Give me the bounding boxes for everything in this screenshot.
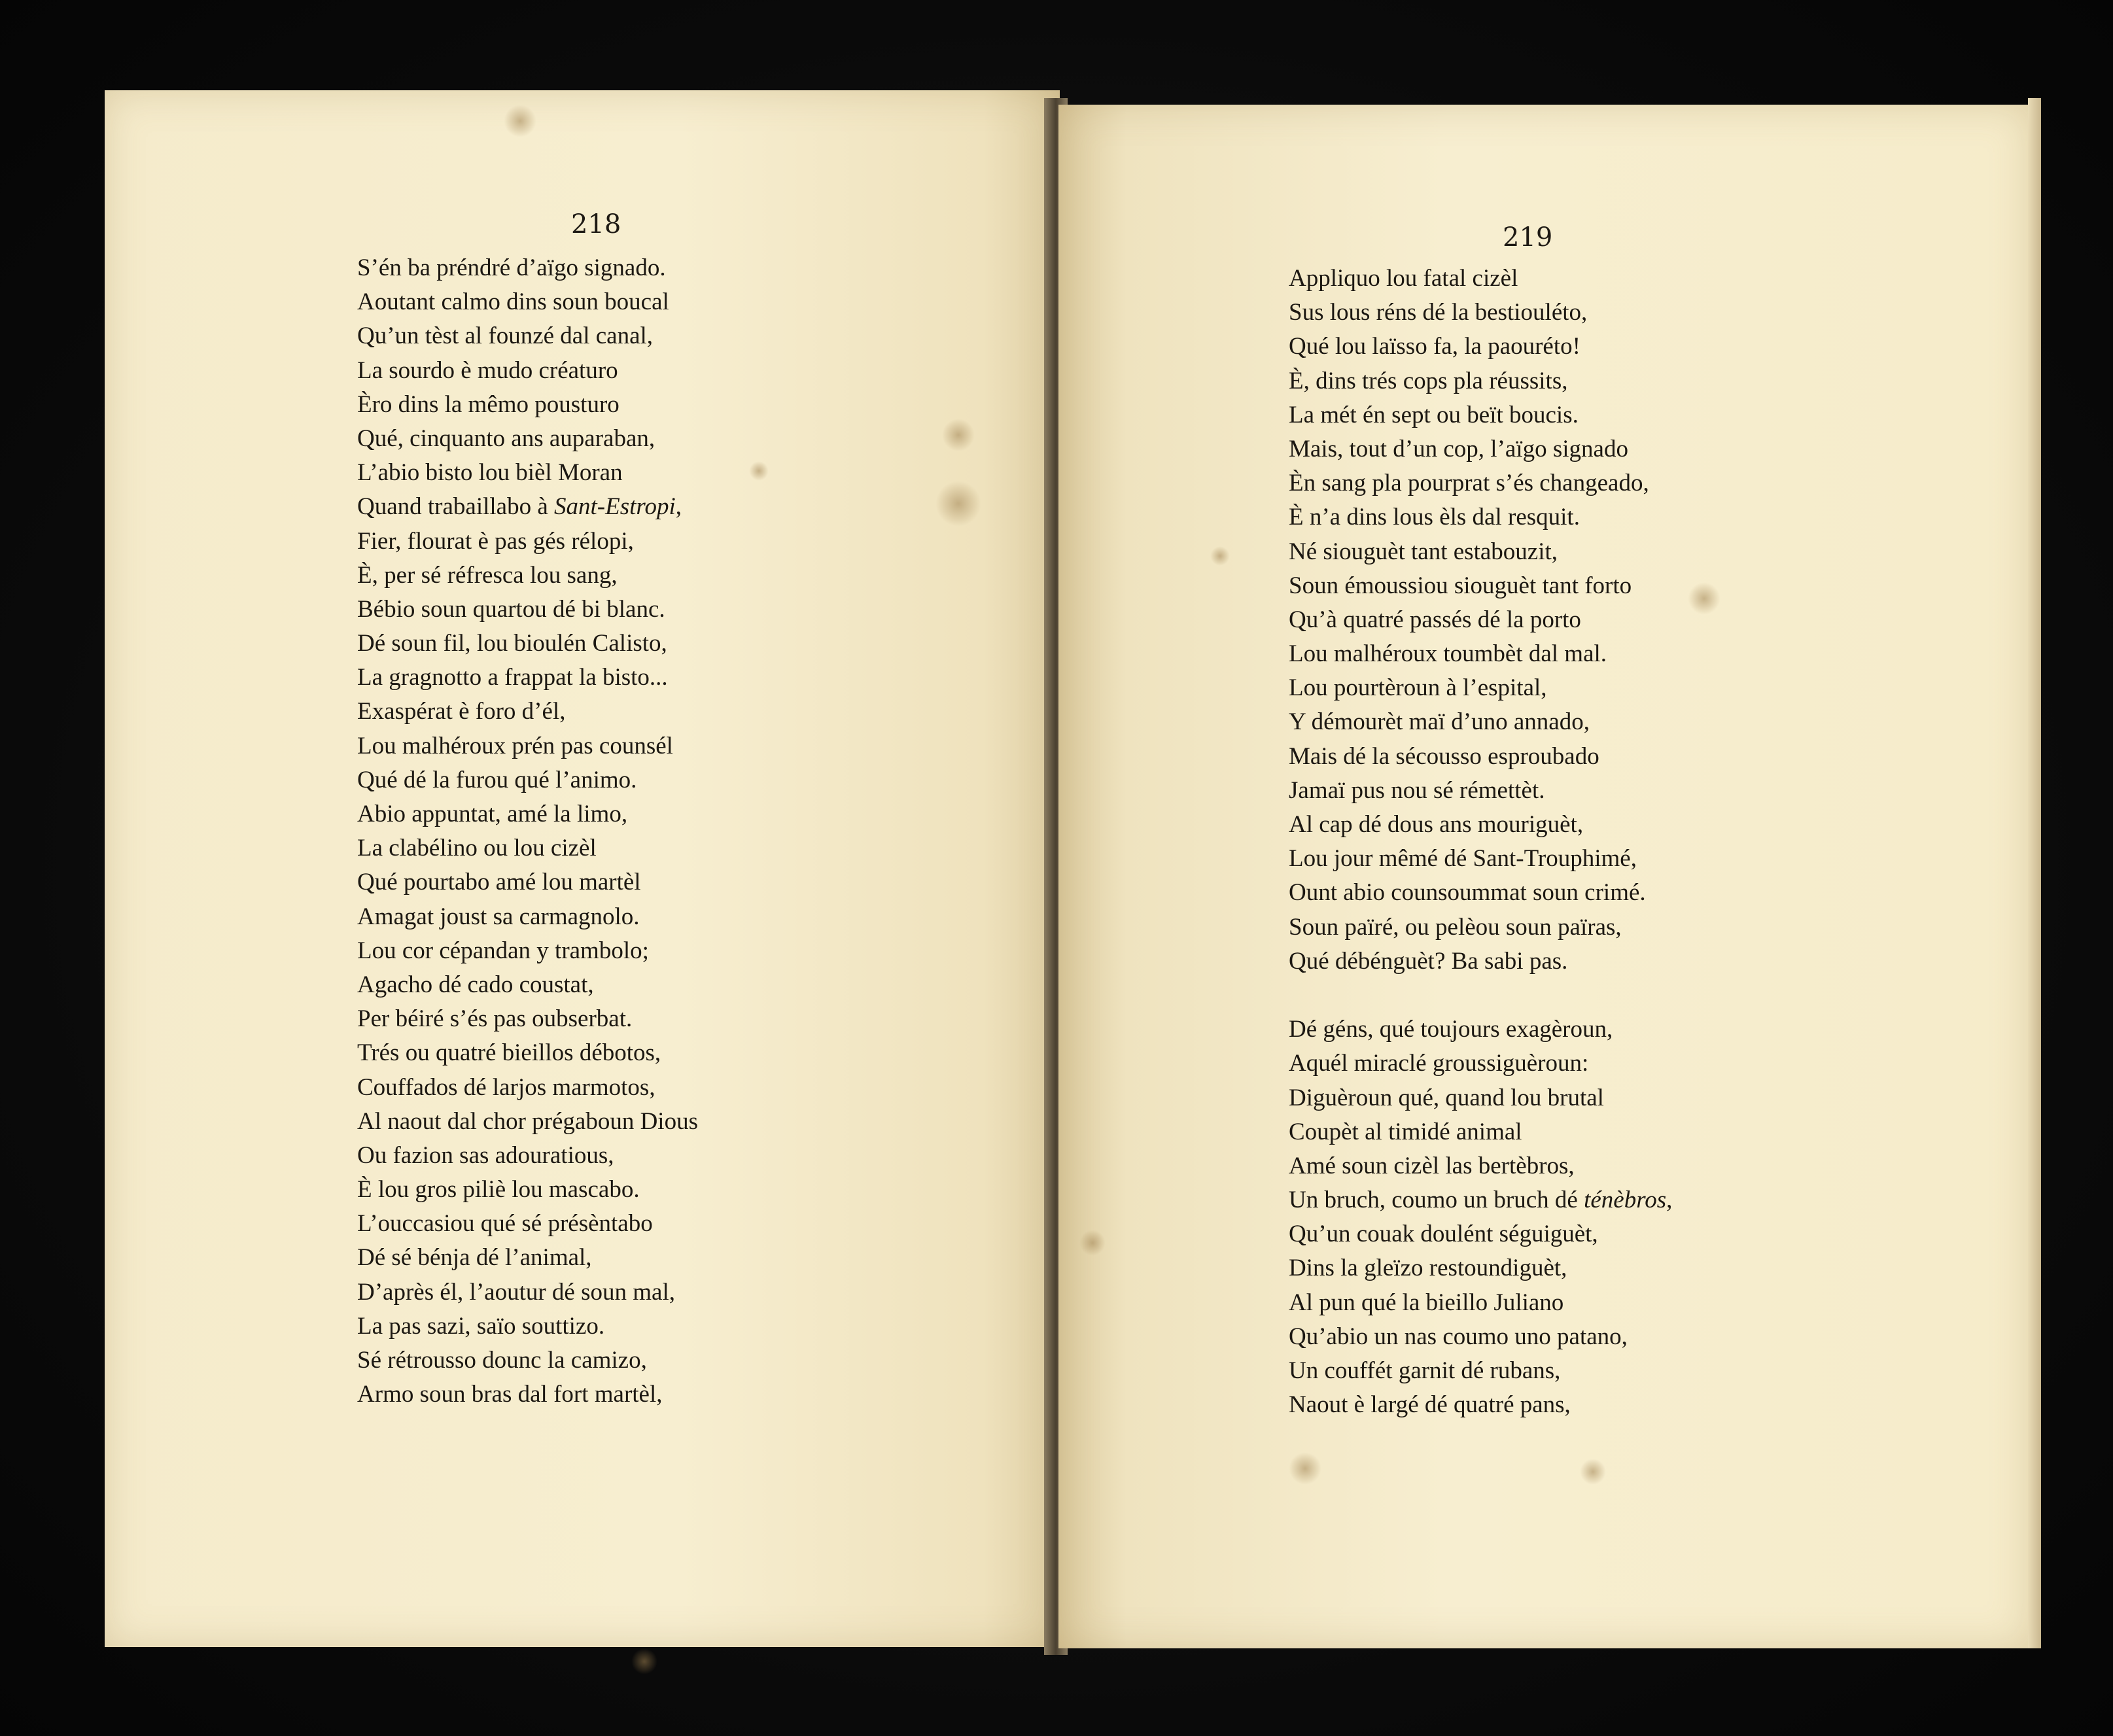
verse-line: Qu’un tèst al founzé dal canal, — [357, 322, 654, 350]
verse-line: Sé rétrousso dounc la camizo, — [357, 1347, 647, 1374]
verse-line: Armo soun bras dal fort martèl, — [357, 1381, 663, 1408]
foxing-spot — [1688, 582, 1720, 615]
verse-line: Dé sé bénja dé l’animal, — [357, 1244, 592, 1272]
verse-line: Per béiré s’és pas oubserbat. — [357, 1005, 633, 1033]
verse-line: Ount abio counsoummat soun crimé. — [1289, 879, 1646, 907]
verse-line: Bébio soun quartou dé bi blanc. — [357, 595, 665, 623]
verse-line: Qu’un couak doulént séguiguèt, — [1289, 1221, 1598, 1248]
verse-line: Aoutant calmo dins soun boucal — [357, 288, 669, 316]
verse-line: È, dins trés cops pla réussits, — [1289, 367, 1568, 394]
verse-line: Dé soun fil, lou bioulén Calisto, — [357, 630, 667, 657]
verse-line: È lou gros piliè lou mascabo. — [357, 1176, 640, 1204]
verse-line: La pas sazi, saïo souttizo. — [357, 1312, 605, 1340]
verse-line: D’après él, l’aoutur dé soun mal, — [357, 1278, 675, 1306]
verse-line: Qué lou laïsso fa, la paouréto! — [1289, 333, 1580, 360]
verse-line: Qué dé la furou qué l’animo. — [357, 766, 637, 793]
verse-line: Un bruch, coumo un bruch dé ténèbros, — [1289, 1187, 1673, 1214]
verse-line: La clabélino ou lou cizèl — [357, 835, 597, 862]
verse-line: Abio appuntat, amé la limo, — [357, 801, 628, 827]
verse-line: L’abio bisto lou bièl Moran — [357, 459, 623, 487]
verse-line: Mais, tout d’un cop, l’aïgo signado — [1289, 435, 1628, 462]
verse-line: Qu’à quatré passés dé la porto — [1289, 606, 1581, 633]
verse-line: Dins la gleïzo restoundiguèt, — [1289, 1255, 1567, 1282]
stanza-break — [1289, 979, 1672, 1013]
verse-line: Trés ou quatré bieillos débotos, — [357, 1039, 661, 1067]
foxing-spot — [1079, 1230, 1106, 1256]
verse-line: S’én ba préndré d’aïgo signado. — [357, 254, 666, 281]
verse-line: Soun païré, ou pelèou soun païras, — [1289, 913, 1622, 941]
right-page-text — [1289, 262, 1672, 1422]
verse-line: Lou jour mêmé dé Sant-Trouphimé, — [1289, 845, 1637, 873]
verse-line: La mét én sept ou beït boucis. — [1289, 401, 1579, 428]
verse-line: L’ouccasiou qué sé présèntabo — [357, 1210, 653, 1238]
verse-line: Couffados dé larjos marmotos, — [357, 1073, 655, 1101]
page-number-left: 218 — [571, 209, 621, 239]
verse-line: Fier, flourat è pas gés rélopi, — [357, 527, 634, 555]
foxing-spot — [1580, 1459, 1606, 1485]
verse-line: Qué débénguèt? Ba sabi pas. — [1289, 947, 1568, 975]
verse-line: Qué pourtabo amé lou martèl — [357, 869, 641, 896]
verse-line: Èn sang pla pourprat s’és changeado, — [1289, 470, 1649, 497]
verse-line: Un couffét garnit dé rubans, — [1289, 1357, 1561, 1384]
verse-line: Mais dé la sécousso esproubado — [1289, 742, 1599, 770]
verse-line: Né siouguèt tant estabouzit, — [1289, 538, 1558, 565]
verse-line: La sourdo è mudo créaturo — [357, 356, 618, 384]
verse-line: Ou fazion sas adouratious, — [357, 1141, 614, 1169]
verse-line: Dé géns, qué toujours exagèroun, — [1289, 1016, 1613, 1043]
verse-line: Diguèroun qué, quand lou brutal — [1289, 1084, 1604, 1111]
page-number-right: 219 — [1503, 222, 1553, 252]
verse-line: Lou cor cépandan y trambolo; — [357, 937, 649, 964]
verse-line: Amé soun cizèl las bertèbros, — [1289, 1152, 1575, 1179]
verse-line: Qu’abio un nas coumo uno patano, — [1289, 1323, 1628, 1350]
verse-line: La gragnotto a frappat la bisto... — [357, 664, 668, 691]
foxing-spot — [504, 105, 536, 137]
foxing-spot — [935, 481, 981, 527]
verse-line: Al cap dé dous ans mouriguèt, — [1289, 811, 1584, 838]
verse-line: Y démourèt maï d’uno annado, — [1289, 708, 1590, 736]
verse-line: Lou pourtèroun à l’espital, — [1289, 674, 1547, 702]
verse-line: Èro dins la mêmo pousturo — [357, 391, 620, 418]
verse-line: Lou malhéroux prén pas counsél — [357, 732, 673, 759]
verse-line: Naout è largé dé quatré pans, — [1289, 1391, 1571, 1419]
verse-line: Sus lous réns dé la bestiouléto, — [1289, 299, 1588, 326]
verse-line: Exaspérat è foro d’él, — [357, 698, 566, 725]
foxing-spot — [631, 1648, 657, 1675]
verse-line: Soun émoussiou siouguèt tant forto — [1289, 572, 1632, 599]
verse-line: È n’a dins lous èls dal resquit. — [1289, 504, 1580, 531]
verse-line: Al pun qué la bieillo Juliano — [1289, 1289, 1564, 1316]
verse-line: Al naout dal chor prégaboun Dious — [357, 1107, 698, 1135]
verse-line: Agacho dé cado coustat, — [357, 971, 594, 998]
verse-line: È, per sé réfresca lou sang, — [357, 561, 618, 589]
foxing-spot — [749, 461, 769, 481]
verse-line: Quand trabaillabo à Sant-Estropi, — [357, 493, 682, 521]
verse-line: Coupèt al timidé animal — [1289, 1118, 1522, 1145]
foxing-spot — [1210, 546, 1230, 566]
verse-line: Aquél miraclé groussiguèroun: — [1289, 1050, 1589, 1077]
verse-line: Qué, cinquanto ans auparaban, — [357, 425, 655, 452]
verse-line: Jamaï pus nou sé rémettèt. — [1289, 776, 1545, 804]
verse-line: Lou malhéroux toumbèt dal mal. — [1289, 640, 1607, 668]
foxing-spot — [1289, 1452, 1321, 1485]
verse-line: Amagat joust sa carmagnolo. — [357, 903, 640, 930]
page-edge — [2028, 98, 2041, 1648]
left-page-text — [357, 251, 698, 1412]
foxing-spot — [942, 419, 975, 451]
verse-line: Appliquo lou fatal cizèl — [1289, 265, 1518, 292]
